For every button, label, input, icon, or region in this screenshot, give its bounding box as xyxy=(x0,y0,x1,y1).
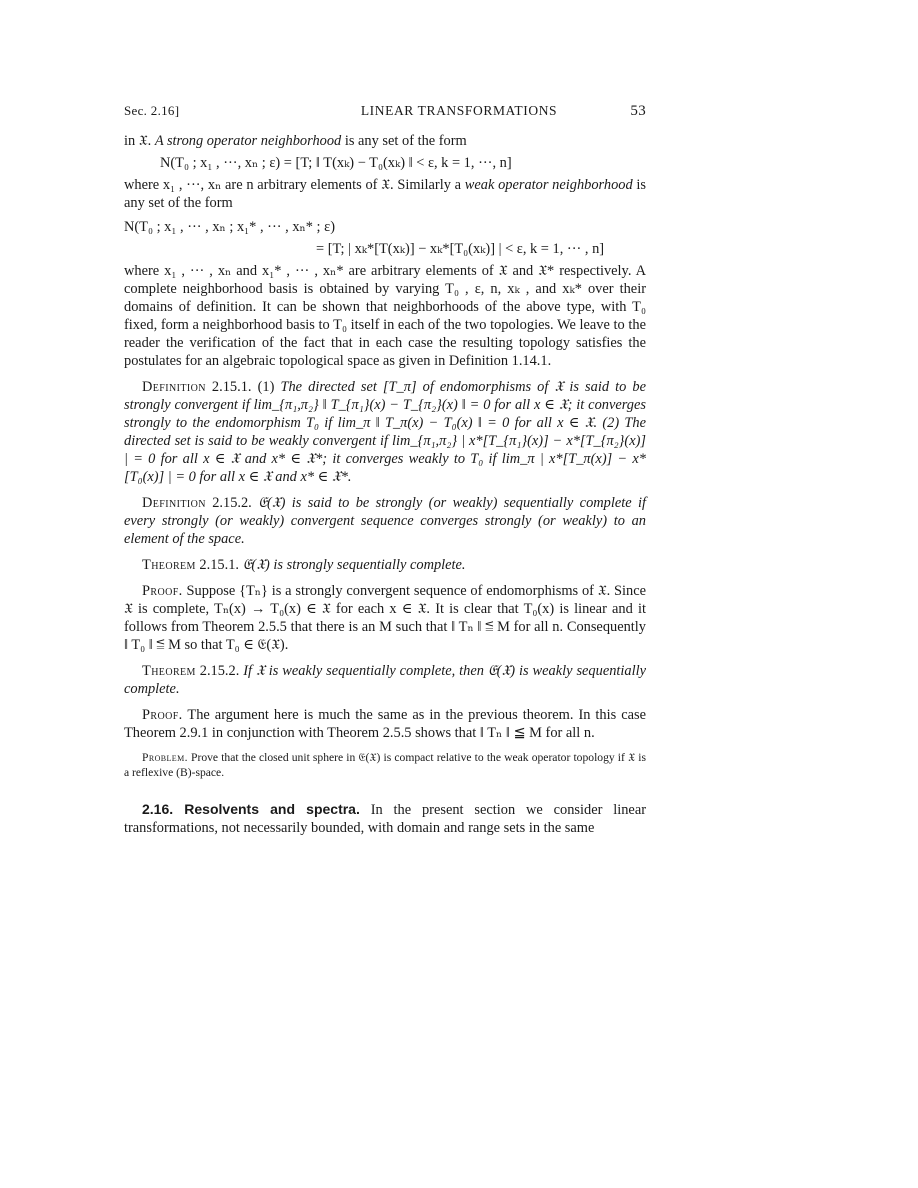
equation-weak-neighborhood-rhs: = [T; | xₖ*[T(xₖ)] − xₖ*[T₀(xₖ)] | < ε, k = 1, ··· , n] xyxy=(316,241,605,257)
section-2-16-intro: 2.16. Resolvents and spectra. In the present section we consider linear transformations, not necessarily bounded, with domain and range sets in the same xyxy=(124,801,647,836)
definition-2-15-2: Definition 2.15.2. 𝔈(𝔛) is said to be strongly (or weakly) sequentially complete if every strongly (or weakly) convergent sequence converges strongly (or weakly) to an element of the space. xyxy=(124,495,646,547)
section-heading: 2.16. Resolvents and spectra. xyxy=(142,801,360,817)
running-head-section: Sec. 2.16] xyxy=(124,103,180,118)
page-number: 53 xyxy=(630,103,646,119)
running-head-title: LINEAR TRANSFORMATIONS xyxy=(360,103,558,118)
equation-strong-neighborhood: N(T₀ ; x₁ , ···, xₙ ; ε) = [T; ‖ T(xₖ) − T₀(xₖ) ‖ < ε, k = 1, ···, n] xyxy=(160,155,512,171)
term-weak-operator-neighborhood: weak operator neighborhood xyxy=(464,177,633,193)
paragraph-neighborhood-basis: where x₁ , ··· , xₙ and x₁* , ··· , xₙ* are arbitrary elements of 𝔛 and 𝔛* respectively. A complete neighborhood basis is obtained by varying T₀ , ε, n, xₖ , and xₖ* over their domains of definition. It can be shown that neighborhoods of the above type, with T₀ fixed, form a neighborhood basis to T₀ itself in each of the two topologies. We leave to the reader the verification of the fact that in each case the resulting topology satisfies the postulates for an algebraic topological space as given in Definition 1.14.1. xyxy=(124,263,646,369)
equation-weak-neighborhood-lhs: N(T₀ ; x₁ , ··· , xₙ ; x₁* , ··· , xₙ* ; ε) xyxy=(124,219,335,235)
theorem-2-15-2: Theorem 2.15.2. If 𝔛 is weakly sequentially complete, then 𝔈(𝔛) is weakly sequentially complete. xyxy=(124,663,646,697)
theorem-2-15-1: Theorem 2.15.1. 𝔈(𝔛) is strongly sequentially complete. xyxy=(142,557,466,573)
definition-2-15-1: Definition 2.15.1. (1) The directed set [T_π] of endomorphisms of 𝔛 is said to be strongly convergent if lim_{π₁,π₂} ‖ T_{π₁}(x) − T_{π₂}(x) ‖ = 0 for all x ∈ 𝔛; it converges strongly to the endomorphism T₀ if lim_π ‖ T_π(x) − T₀(x) ‖ = 0 for all x ∈ 𝔛. (2) The directed set is said to be weakly convergent if lim_{π₁,π₂} | x*[T_{π₁}(x)] − x*[T_{π₂}(x)] | = 0 for all x ∈ 𝔛 and x* ∈ 𝔛*; it converges weakly to T₀ if lim_π | x*[T_π(x)] − x*[T₀(x)] | = 0 for all x ∈ 𝔛 and x* ∈ 𝔛*. xyxy=(124,379,646,485)
page-body xyxy=(124,132,646,837)
proof-theorem-2-15-1: Proof. Suppose {Tₙ} is a strongly convergent sequence of endomorphisms of 𝔛. Since 𝔛 is complete, Tₙ(x) → T₀(x) ∈ 𝔛 for each x ∈ 𝔛. It is clear that T₀(x) is linear and it follows from Theorem 2.5.5 that there is an M such that ‖ Tₙ ‖ ≦ M for all n. Consequently ‖ T₀ ‖ ≦ M so that T₀ ∈ 𝔈(𝔛). xyxy=(124,583,646,653)
paragraph-strong-neighborhood: in 𝔛. A strong operator neighborhood is any set of the form xyxy=(124,133,467,149)
term-strong-operator-neighborhood: A strong operator neighborhood xyxy=(154,133,342,149)
proof-theorem-2-15-2: Proof. The argument here is much the same as in the previous theorem. In this case Theorem 2.9.1 in conjunction with Theorem 2.5.5 shows that ‖ Tₙ ‖ ≦ M for all n. xyxy=(124,707,646,741)
problem: Problem. Prove that the closed unit sphere in 𝔈(𝔛) is compact relative to the weak operator topology if 𝔛 is a reflexive (B)-space. xyxy=(124,751,646,779)
paragraph-weak-neighborhood: where x₁ , ···, xₙ are n arbitrary elements of 𝔛. Similarly a weak operator neighborhood is any set of the form xyxy=(124,177,647,211)
